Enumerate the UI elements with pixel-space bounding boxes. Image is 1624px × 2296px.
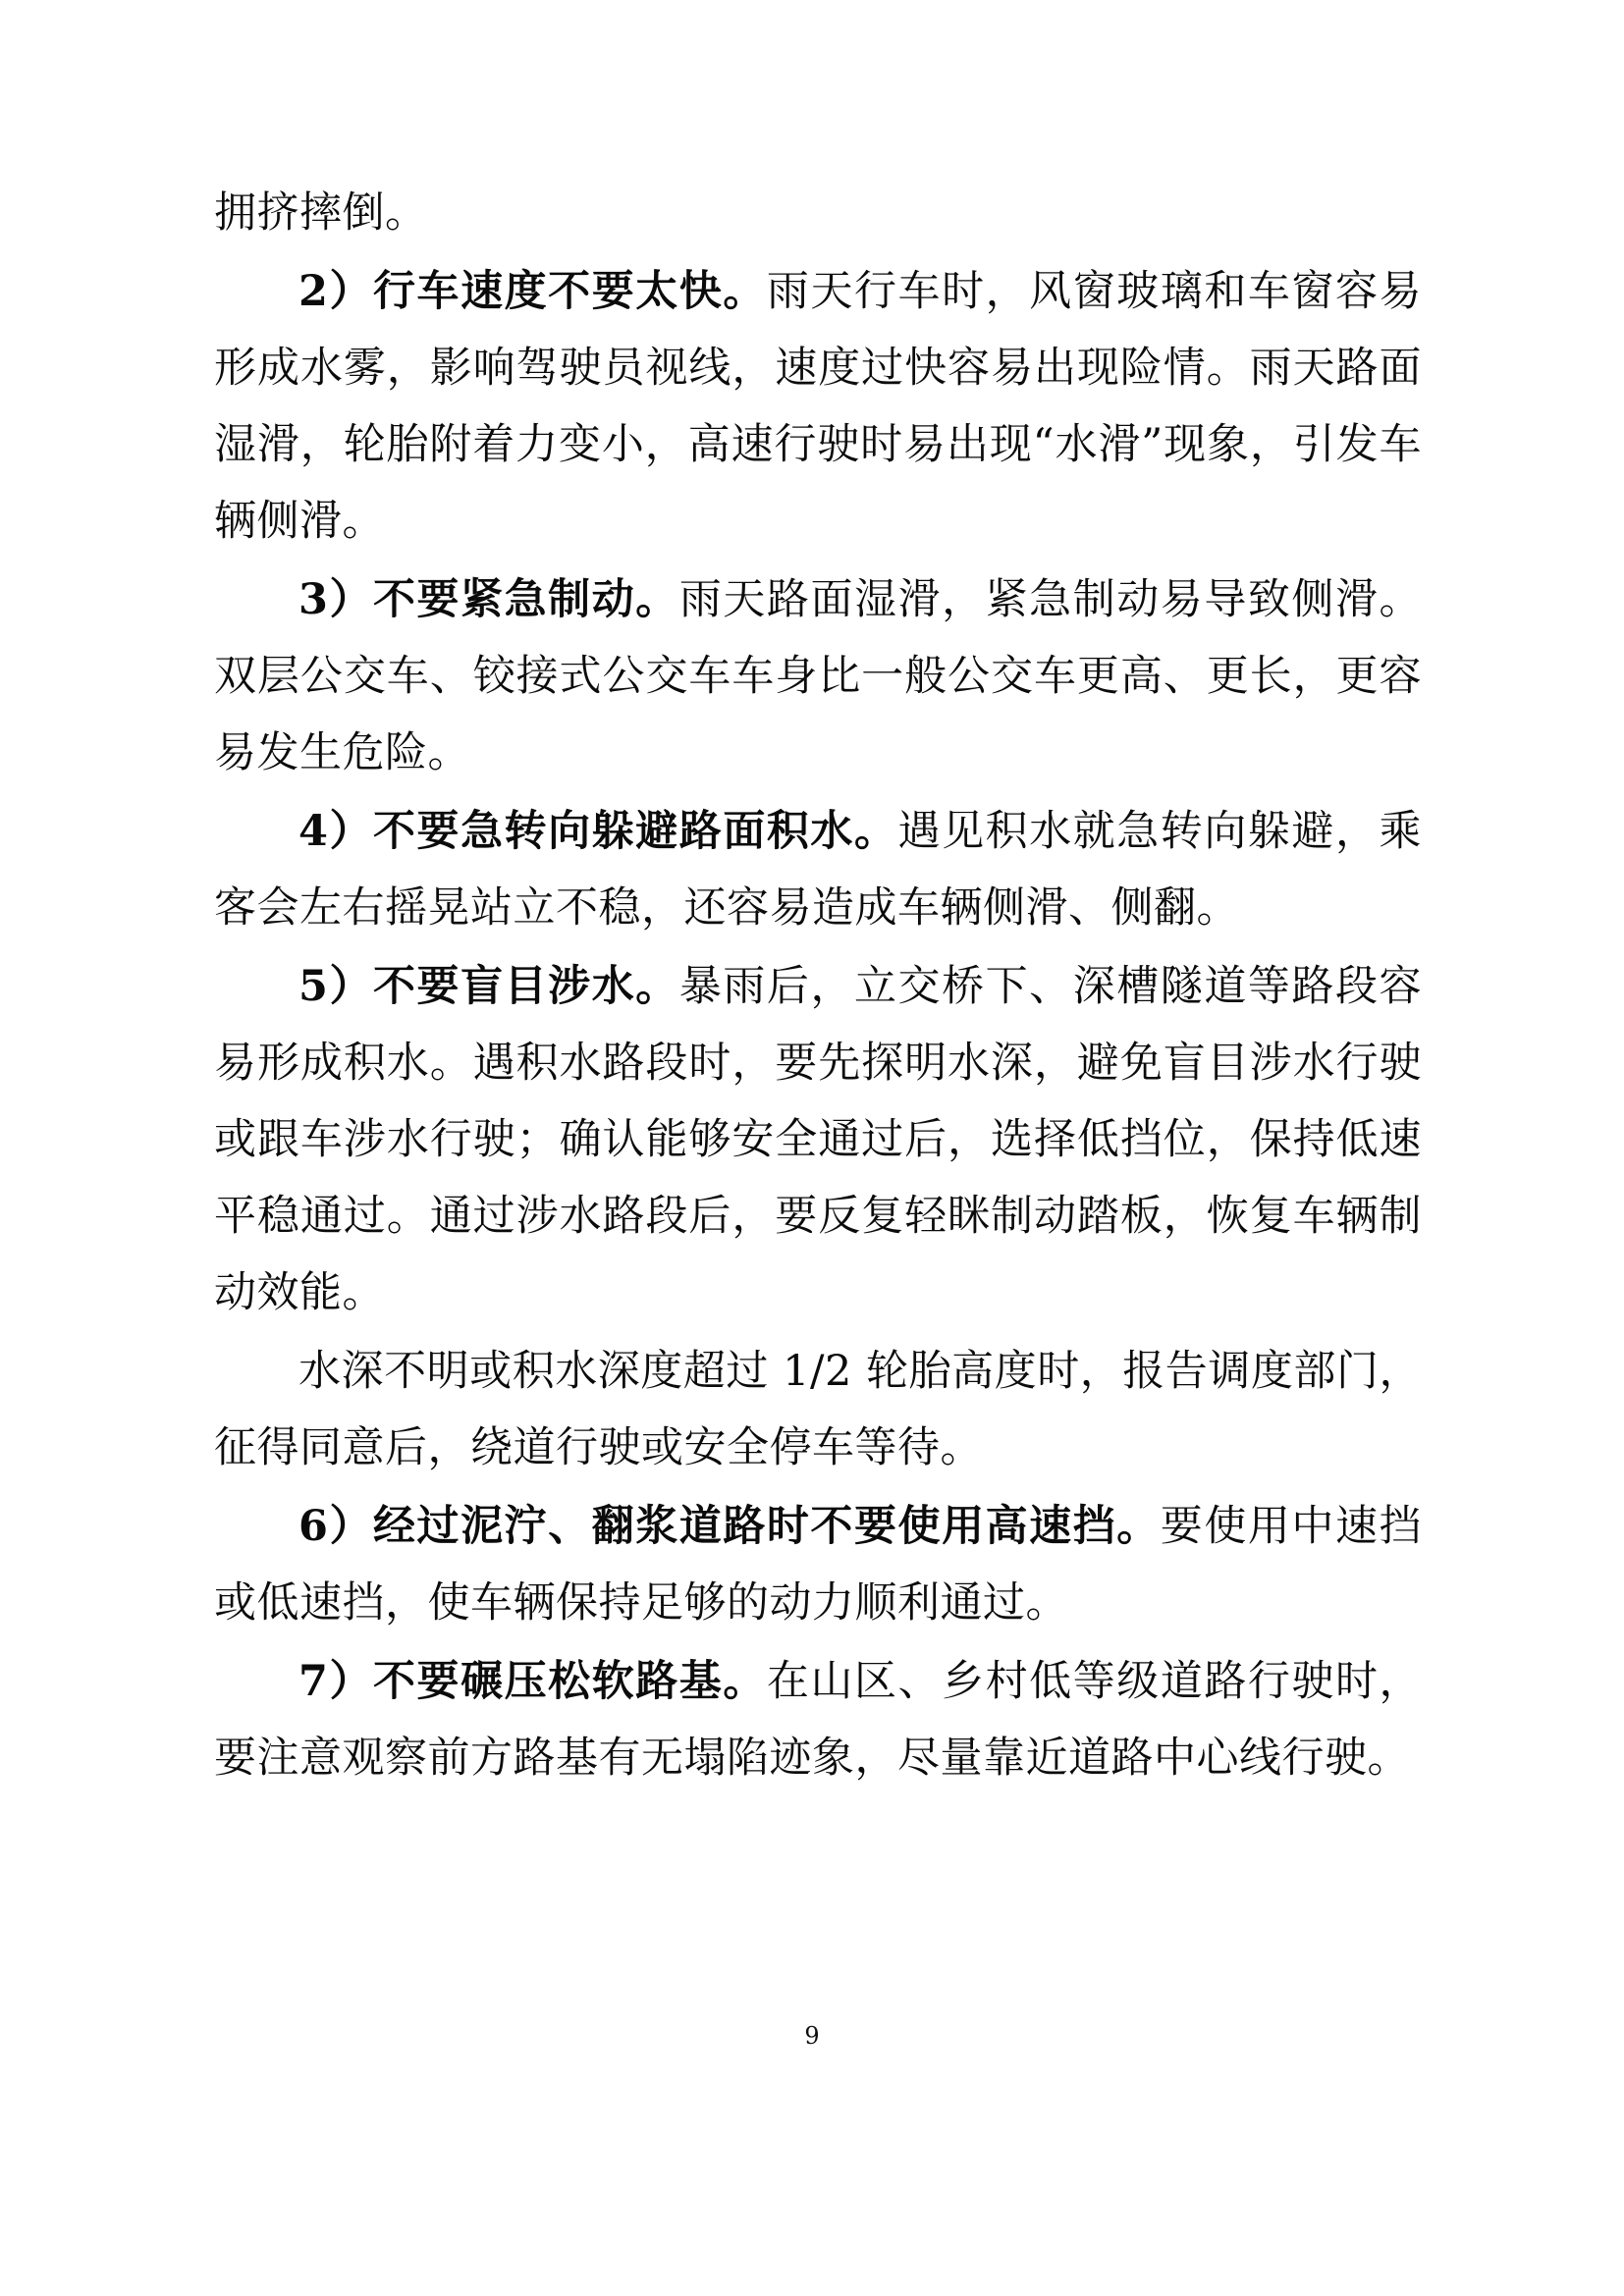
- paragraph-text: 雨天路面湿滑，紧急制动易导致侧滑。双层公交车、铰接式公交车车身比一般公交车更高、更长，更容易发生危险。: [214, 575, 1423, 777]
- paragraph-text: 拥挤摔倒。: [214, 188, 428, 238]
- paragraph-lead: 6）经过泥泞、翻浆道路时不要使用高速挡。: [298, 1502, 1161, 1551]
- paragraph-lead: 2）行车速度不要太快。: [298, 267, 767, 316]
- paragraph-lead: 3）不要紧急制动。: [298, 575, 679, 624]
- paragraph-item-5: [214, 948, 1422, 1331]
- paragraph-item-3: [214, 561, 1422, 791]
- paragraph-item-7: [214, 1643, 1422, 1796]
- page-body: [214, 175, 1422, 1798]
- paragraph-lead: 7）不要碾压松软路基。: [298, 1657, 767, 1706]
- paragraph-text: 水深不明或积水深度超过 1/2 轮胎高度时，报告调度部门，征得同意后，绕道行驶或安全停车等待。: [214, 1347, 1422, 1472]
- paragraph-text: 雨天行车时，风窗玻璃和车窗容易形成水雾，影响驾驶员视线，速度过快容易出现险情。雨天路面湿滑，轮胎附着力变小，高速行驶时易出现“水滑”现象，引发车辆侧滑。: [214, 267, 1423, 546]
- paragraph-item-5-note: [214, 1333, 1422, 1486]
- paragraph-continuation: [214, 175, 1422, 251]
- paragraph-item-6: [214, 1488, 1422, 1641]
- page-number: 9: [804, 2022, 820, 2050]
- paragraph-text: 在山区、乡村低等级道路行驶时，要注意观察前方路基有无塌陷迹象，尽量靠近道路中心线行驶。: [214, 1657, 1423, 1783]
- paragraph-text: 要使用中速挡或低速挡，使车辆保持足够的动力顺利通过。: [214, 1502, 1423, 1628]
- paragraph-lead: 5）不要盲目涉水。: [298, 962, 679, 1011]
- paragraph-text: 遇见积水就急转向躲避，乘客会左右摇晃站立不稳，还容易造成车辆侧滑、侧翻。: [214, 807, 1423, 933]
- paragraph-text: 暴雨后，立交桥下、深槽隧道等路段容易形成积水。遇积水路段时，要先探明水深，避免盲目涉水行驶或跟车涉水行驶；确认能够安全通过后，选择低挡位，保持低速平稳通过。通过涉水路段后，要反复轻眯制动踏板，恢复车辆制动效能。: [214, 962, 1423, 1317]
- paragraph-item-4: [214, 793, 1422, 946]
- paragraph-lead: 4）不要急转向躲避路面积水。: [298, 807, 898, 856]
- paragraph-item-2: [214, 253, 1422, 560]
